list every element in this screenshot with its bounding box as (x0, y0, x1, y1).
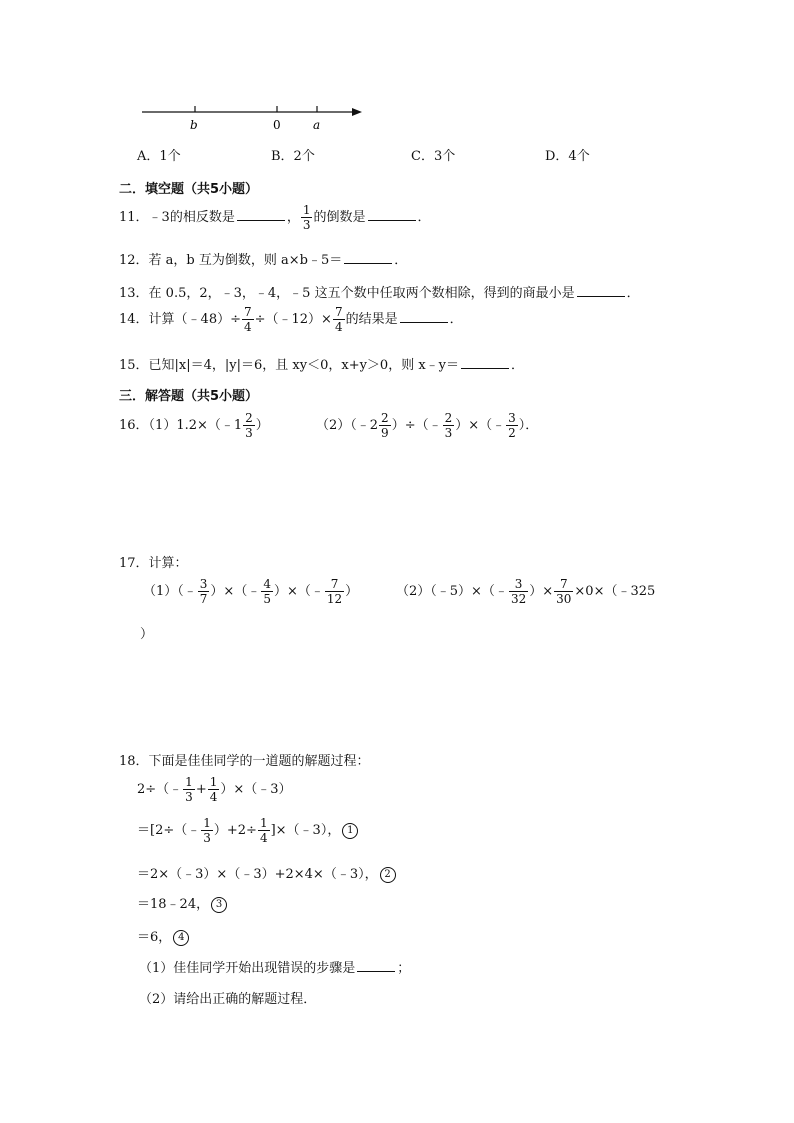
question-16-part-2 (316, 412, 538, 439)
fraction-numerator: 2 (381, 411, 389, 425)
fraction-numerator: 3 (199, 577, 208, 591)
q17-part1-text-d: ） (345, 584, 359, 599)
q17-part2-text-a: （2）（﹣5）×（﹣ (396, 584, 508, 599)
fraction-denominator: 4 (259, 831, 268, 845)
q18-sub1-text: （1）佳佳同学开始出现错误的步骤是 (139, 961, 356, 976)
question-18-title: 18．下面是佳佳同学的一道题的解题过程： (119, 754, 370, 769)
q11-comma: ， (286, 210, 300, 225)
q14-end: ． (449, 312, 463, 327)
option-b: B．2个 (271, 149, 315, 164)
q13-end: ． (626, 286, 640, 301)
fraction-denominator: 3 (444, 426, 453, 440)
question-11 (119, 204, 431, 231)
fraction-denominator: 5 (263, 592, 271, 606)
question-16 (119, 412, 269, 439)
fraction-numerator: 4 (263, 577, 271, 591)
q16-part2-text-d: ）． (518, 418, 539, 433)
option-d: D．4个 (545, 149, 590, 164)
fraction-numerator: 3 (509, 578, 528, 592)
q18-line-5 (137, 926, 189, 946)
fraction-denominator: 4 (209, 790, 218, 804)
q12-blank[interactable] (344, 251, 392, 264)
number-line (138, 100, 368, 134)
q13-blank[interactable] (577, 284, 625, 297)
fraction-denominator: 3 (245, 426, 253, 440)
fraction-denominator: 4 (334, 320, 343, 334)
q18-line1-text-c: ）×（﹣3） (220, 782, 292, 797)
q16-part2-fraction-1 (379, 412, 391, 439)
q18-line2-text-a: ＝[2÷（﹣ (137, 823, 201, 838)
q11-blank-2[interactable] (368, 208, 416, 221)
fraction-numerator: 3 (508, 411, 516, 425)
q17-part1-fraction-2 (261, 578, 273, 605)
fraction-numerator: 1 (259, 816, 268, 830)
fraction-numerator: 1 (185, 775, 193, 789)
q15-text: 15．已知|x|＝4，|y|＝6，且 xy＜0，x+y＞0，则 x﹣y＝ (119, 358, 460, 373)
q17-part2-fraction-1 (509, 578, 528, 605)
question-17-part-2 (396, 578, 655, 605)
q17-part2-fraction-2 (554, 578, 573, 605)
q18-line1-fraction-2 (208, 776, 220, 803)
q12-end: ． (394, 253, 408, 268)
q16-part2-text-a: （2）（﹣2 (316, 418, 379, 433)
fraction-numerator: 7 (554, 578, 573, 592)
option-a: A．1个 (137, 149, 181, 164)
fraction-numerator: 1 (203, 816, 211, 830)
q18-line2-fraction-1 (201, 817, 213, 844)
q18-line-4 (137, 893, 227, 913)
q11-text-b: 的倒数是 (313, 210, 366, 225)
question-17-part-1 (143, 578, 358, 605)
q18-line1-text-a: 2÷（﹣ (137, 782, 183, 797)
q17-part1-text-a: （1）（﹣ (143, 584, 197, 599)
q14-text-a: 14．计算（﹣48）÷ (119, 312, 241, 327)
question-15 (119, 354, 524, 373)
q18-line5-text: ＝6， (137, 930, 172, 945)
fraction-denominator: 3 (302, 218, 311, 232)
fraction-numerator: 1 (209, 775, 218, 789)
fraction-denominator: 3 (185, 790, 193, 804)
q11-number: 11． (119, 210, 149, 225)
q14-text-c: 的结果是 (345, 312, 398, 327)
number-line-label-a: a (313, 118, 321, 132)
q18-sub1-end: ； (397, 961, 411, 976)
q13-text: 13．在 0.5，2，﹣3，﹣4，﹣5 这五个数中任取两个数相除，得到的商最小是 (119, 286, 575, 301)
question-12 (119, 249, 407, 268)
q18-line1-fraction-1 (183, 776, 195, 803)
q18-line1-text-b: + (195, 782, 207, 797)
question-13 (119, 282, 640, 301)
fraction-numerator: 7 (243, 305, 252, 319)
fraction-denominator: 3 (203, 831, 211, 845)
q18-line2-text-b: ）+2÷ (213, 823, 257, 838)
q15-blank[interactable] (461, 356, 509, 369)
q14-blank[interactable] (400, 310, 448, 323)
q16-part1-text-b: ） (255, 418, 269, 433)
q11-fraction (301, 204, 313, 231)
fraction-denominator: 30 (556, 592, 572, 606)
q12-text: 12．若 a，b 互为倒数，则 a×b﹣5＝ (119, 253, 343, 268)
q17-part1-fraction-1 (198, 578, 210, 605)
option-c: C．3个 (411, 149, 456, 164)
section-solve-title: 三．解答题（共5小题） (119, 389, 259, 404)
q18-line-3 (137, 863, 396, 883)
question-17-wrap: ） (140, 627, 154, 642)
q17-part2-text-b: ）× (529, 584, 554, 599)
q14-fraction-2 (333, 306, 345, 333)
step-marker-3: 3 (211, 897, 227, 913)
q14-text-b: ÷（﹣12）× (254, 312, 332, 327)
fraction-denominator: 4 (243, 320, 252, 334)
q18-line2-text-c: ]×（﹣3）， (270, 823, 341, 838)
fraction-denominator: 7 (199, 592, 208, 606)
q17-part1-text-b: ）×（﹣ (210, 584, 261, 599)
q18-line4-text: ＝18﹣24， (137, 897, 210, 912)
step-marker-4: 4 (173, 930, 189, 946)
fraction-denominator: 32 (510, 592, 527, 606)
q15-end: ． (511, 358, 525, 373)
question-17-title: 17．计算： (119, 556, 188, 571)
q16-part1-fraction (243, 412, 255, 439)
fraction-numerator: 1 (302, 203, 311, 217)
q16-part2-fraction-2 (443, 412, 455, 439)
fraction-denominator: 12 (326, 592, 343, 606)
q18-line3-text: ＝2×（﹣3）×（﹣3）+2×4×（﹣3）， (137, 867, 378, 882)
fraction-numerator: 7 (325, 578, 344, 592)
q16-part1-text-a: 16．（1）1.2×（﹣1 (119, 418, 243, 433)
question-14 (119, 306, 463, 333)
q17-part1-text-c: ）×（﹣ (273, 584, 324, 599)
q17-part2-text-c: ×0×（﹣325 (574, 584, 656, 599)
q16-part2-text-b: ）÷（﹣ (391, 418, 442, 433)
fraction-denominator: 9 (381, 426, 389, 440)
q11-blank-1[interactable] (237, 208, 285, 221)
q11-end: ． (417, 210, 431, 225)
q16-part2-fraction-3 (506, 412, 518, 439)
q18-line-2 (137, 817, 358, 844)
number-line-label-zero: 0 (273, 118, 281, 132)
fraction-denominator: 2 (508, 426, 516, 440)
section-fill-in-title: 二．填空题（共5小题） (119, 182, 259, 197)
fraction-numerator: 2 (444, 411, 453, 425)
q16-part2-text-c: ）×（﹣ (455, 418, 506, 433)
step-marker-2: 2 (380, 867, 396, 883)
fraction-numerator: 2 (245, 411, 253, 425)
q14-fraction-1 (242, 306, 254, 333)
q17-part1-fraction-3 (325, 578, 344, 605)
q18-sub-1 (139, 957, 410, 976)
q18-sub1-blank[interactable] (357, 959, 395, 972)
q18-sub-2: （2）请给出正确的解题过程． (139, 992, 317, 1007)
fraction-numerator: 7 (334, 305, 343, 319)
q11-text-a: ﹣3的相反数是 (148, 210, 235, 225)
number-line-label-b: b (190, 118, 198, 132)
q18-line2-fraction-2 (258, 817, 270, 844)
q18-line-1 (137, 776, 292, 803)
step-marker-1: 1 (342, 823, 358, 839)
